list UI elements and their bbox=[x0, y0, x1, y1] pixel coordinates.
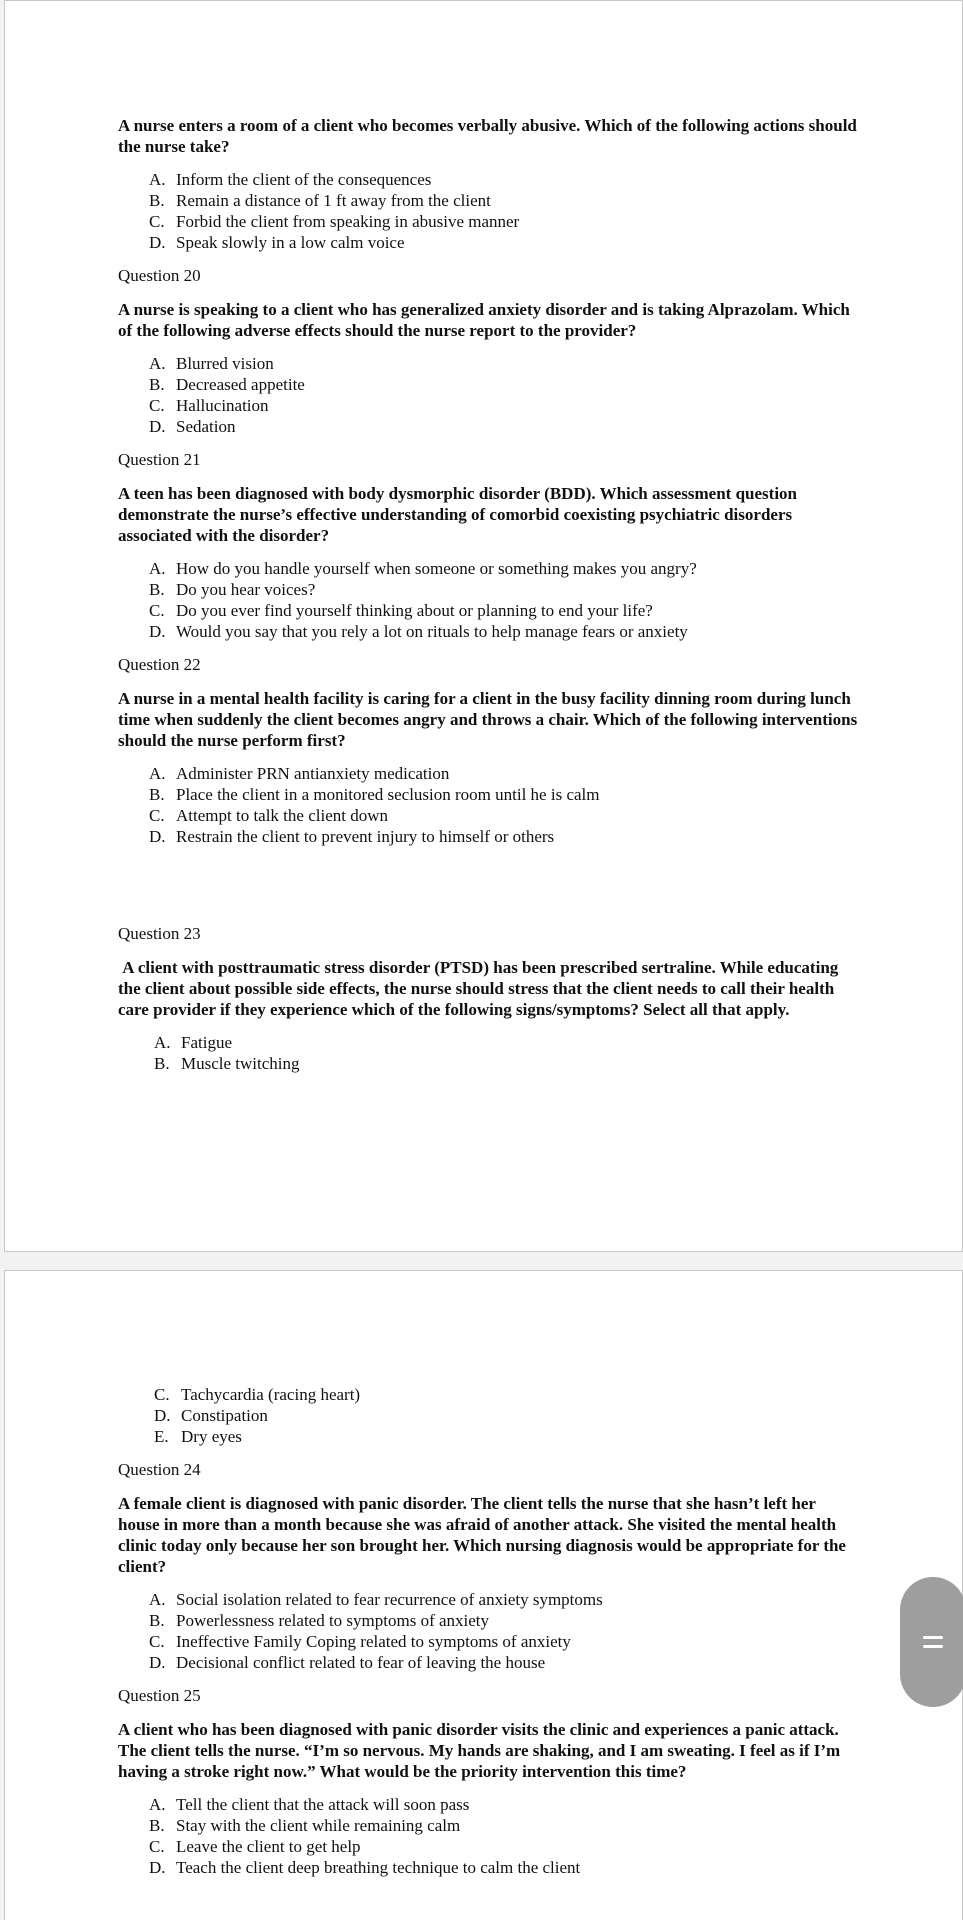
answer-option bbox=[118, 826, 858, 847]
answer-options-continued bbox=[118, 1384, 858, 1447]
answer-options bbox=[118, 353, 858, 437]
page-1-content bbox=[118, 115, 858, 1074]
option-text: Teach the client deep breathing technique to calm the client bbox=[176, 1858, 581, 1877]
answer-options bbox=[118, 169, 858, 253]
document-page-2 bbox=[4, 1270, 963, 1920]
answer-option bbox=[118, 211, 858, 232]
question-label: Question 24 bbox=[118, 1460, 201, 1479]
answer-option bbox=[118, 416, 858, 437]
option-text: Inform the client of the consequences bbox=[176, 170, 432, 189]
option-text: Sedation bbox=[176, 417, 236, 436]
answer-option bbox=[118, 190, 858, 211]
option-text: Do you ever find yourself thinking about or planning to end your life? bbox=[176, 601, 653, 620]
option-text: Forbid the client from speaking in abusive manner bbox=[176, 212, 520, 231]
grip-line-icon bbox=[923, 1645, 943, 1648]
option-letter: B. bbox=[149, 1611, 165, 1630]
answer-option bbox=[118, 1652, 858, 1673]
scroll-handle[interactable] bbox=[900, 1577, 963, 1707]
answer-option bbox=[118, 1815, 858, 1836]
option-text: Ineffective Family Coping related to symptoms of anxiety bbox=[176, 1632, 571, 1651]
option-text: Place the client in a monitored seclusion room until he is calm bbox=[176, 785, 600, 804]
answer-options bbox=[118, 1032, 858, 1074]
question-stem: A client who has been diagnosed with panic disorder visits the clinic and experiences a panic attack. The client tells the nurse. “I’m so nervous. My hands are shaking, and I am sweating. I feel as if I’m having a stroke right now.” What would be the priority intervention this time? bbox=[118, 1720, 841, 1781]
answer-option bbox=[118, 621, 858, 642]
option-text: Would you say that you rely a lot on rituals to help manage fears or anxiety bbox=[176, 622, 688, 641]
option-text: Speak slowly in a low calm voice bbox=[176, 233, 405, 252]
question-label: Question 23 bbox=[118, 924, 201, 943]
option-text: Decisional conflict related to fear of leaving the house bbox=[176, 1653, 546, 1672]
option-letter: B. bbox=[149, 1816, 165, 1835]
answer-option bbox=[118, 784, 858, 805]
question-20 bbox=[118, 265, 858, 437]
question-label: Question 21 bbox=[118, 450, 201, 469]
option-letter: C. bbox=[149, 601, 165, 620]
answer-option bbox=[118, 1426, 858, 1447]
answer-option bbox=[118, 1836, 858, 1857]
option-letter: C. bbox=[149, 212, 165, 231]
option-letter: D. bbox=[149, 1653, 166, 1672]
answer-option bbox=[118, 374, 858, 395]
question-25 bbox=[118, 1685, 858, 1878]
option-text: Blurred vision bbox=[176, 354, 274, 373]
page-2-content bbox=[118, 1384, 858, 1878]
question-22 bbox=[118, 654, 858, 847]
option-letter: A. bbox=[149, 764, 166, 783]
option-letter: B. bbox=[154, 1054, 170, 1073]
question-24 bbox=[118, 1459, 858, 1673]
option-text: Remain a distance of 1 ft away from the client bbox=[176, 191, 491, 210]
option-text: Muscle twitching bbox=[181, 1054, 300, 1073]
option-letter: B. bbox=[149, 785, 165, 804]
option-text: Do you hear voices? bbox=[176, 580, 316, 599]
answer-options bbox=[118, 1589, 858, 1673]
option-text: Attempt to talk the client down bbox=[176, 806, 388, 825]
answer-option bbox=[118, 763, 858, 784]
question-label: Question 20 bbox=[118, 266, 201, 285]
option-letter: D. bbox=[149, 417, 166, 436]
option-text: Stay with the client while remaining calm bbox=[176, 1816, 461, 1835]
option-letter: E. bbox=[154, 1427, 169, 1446]
grip-line-icon bbox=[923, 1636, 943, 1639]
question-stem: A teen has been diagnosed with body dysmorphic disorder (BDD). Which assessment question demonstrate the nurse’s effective understanding of comorbid coexisting psychiatric disorders associated with the disorder? bbox=[118, 484, 797, 545]
question-21 bbox=[118, 449, 858, 642]
option-text: Tell the client that the attack will soon pass bbox=[176, 1795, 470, 1814]
question-label: Question 25 bbox=[118, 1686, 201, 1705]
answer-options bbox=[118, 1794, 858, 1878]
answer-option bbox=[118, 558, 858, 579]
question-stem: A nurse enters a room of a client who becomes verbally abusive. Which of the following actions should the nurse take? bbox=[118, 116, 857, 156]
question-stem: A nurse in a mental health facility is caring for a client in the busy facility dinning room during lunch time when suddenly the client becomes angry and throws a chair. Which of the following interventions should the nurse perform first? bbox=[118, 689, 858, 750]
option-letter: B. bbox=[149, 580, 165, 599]
answer-option bbox=[118, 1384, 858, 1405]
question-19 bbox=[118, 115, 858, 253]
answer-options bbox=[118, 558, 858, 642]
option-letter: D. bbox=[154, 1406, 171, 1425]
option-letter: A. bbox=[149, 354, 166, 373]
option-letter: C. bbox=[149, 396, 165, 415]
answer-option bbox=[118, 353, 858, 374]
option-letter: D. bbox=[149, 1858, 166, 1877]
option-letter: B. bbox=[149, 375, 165, 394]
option-letter: D. bbox=[149, 827, 166, 846]
option-letter: A. bbox=[149, 559, 166, 578]
question-23 bbox=[118, 923, 858, 1074]
option-letter: D. bbox=[149, 622, 166, 641]
answer-option bbox=[118, 1053, 858, 1074]
answer-option bbox=[118, 1589, 858, 1610]
question-stem: A client with posttraumatic stress disorder (PTSD) has been prescribed sertraline. While educating the client about possible side effects, the nurse should stress that the client needs to call their health care provider if they experience which of the following signs/symptoms? Select all that apply. bbox=[118, 958, 843, 1019]
option-letter: A. bbox=[149, 170, 166, 189]
option-text: Powerlessness related to symptoms of anxiety bbox=[176, 1611, 490, 1630]
option-letter: C. bbox=[149, 1837, 165, 1856]
question-stem: A nurse is speaking to a client who has generalized anxiety disorder and is taking Alprazolam. Which of the following adverse effects should the nurse report to the provider? bbox=[118, 300, 850, 340]
answer-option bbox=[118, 1631, 858, 1652]
answer-options bbox=[118, 763, 858, 847]
option-text: Fatigue bbox=[181, 1033, 232, 1052]
option-text: Hallucination bbox=[176, 396, 269, 415]
option-letter: A. bbox=[154, 1033, 171, 1052]
document-page-1 bbox=[4, 0, 963, 1252]
answer-option bbox=[118, 232, 858, 253]
option-text: Constipation bbox=[181, 1406, 268, 1425]
answer-option bbox=[118, 395, 858, 416]
option-text: How do you handle yourself when someone or something makes you angry? bbox=[176, 559, 697, 578]
answer-option bbox=[118, 1610, 858, 1631]
option-text: Decreased appetite bbox=[176, 375, 305, 394]
answer-option bbox=[118, 1405, 858, 1426]
option-text: Social isolation related to fear recurrence of anxiety symptoms bbox=[176, 1590, 603, 1609]
option-letter: C. bbox=[149, 806, 165, 825]
option-letter: D. bbox=[149, 233, 166, 252]
option-text: Restrain the client to prevent injury to himself or others bbox=[176, 827, 555, 846]
option-text: Tachycardia (racing heart) bbox=[181, 1385, 361, 1404]
answer-option bbox=[118, 1032, 858, 1053]
answer-option bbox=[118, 600, 858, 621]
option-text: Leave the client to get help bbox=[176, 1837, 361, 1856]
option-letter: B. bbox=[149, 191, 165, 210]
question-label: Question 22 bbox=[118, 655, 201, 674]
answer-option bbox=[118, 805, 858, 826]
option-letter: C. bbox=[149, 1632, 165, 1651]
option-letter: C. bbox=[154, 1385, 170, 1404]
answer-option bbox=[118, 169, 858, 190]
question-stem: A female client is diagnosed with panic disorder. The client tells the nurse that she hasn’t left her house in more than a month because she was afraid of another attack. She visited the mental health clinic today only because her son brought her. Which nursing diagnosis would be appropriate for the client? bbox=[118, 1494, 846, 1576]
answer-option bbox=[118, 1794, 858, 1815]
option-text: Dry eyes bbox=[181, 1427, 242, 1446]
option-letter: A. bbox=[149, 1795, 166, 1814]
option-letter: A. bbox=[149, 1590, 166, 1609]
answer-option bbox=[118, 1857, 858, 1878]
option-text: Administer PRN antianxiety medication bbox=[176, 764, 450, 783]
answer-option bbox=[118, 579, 858, 600]
